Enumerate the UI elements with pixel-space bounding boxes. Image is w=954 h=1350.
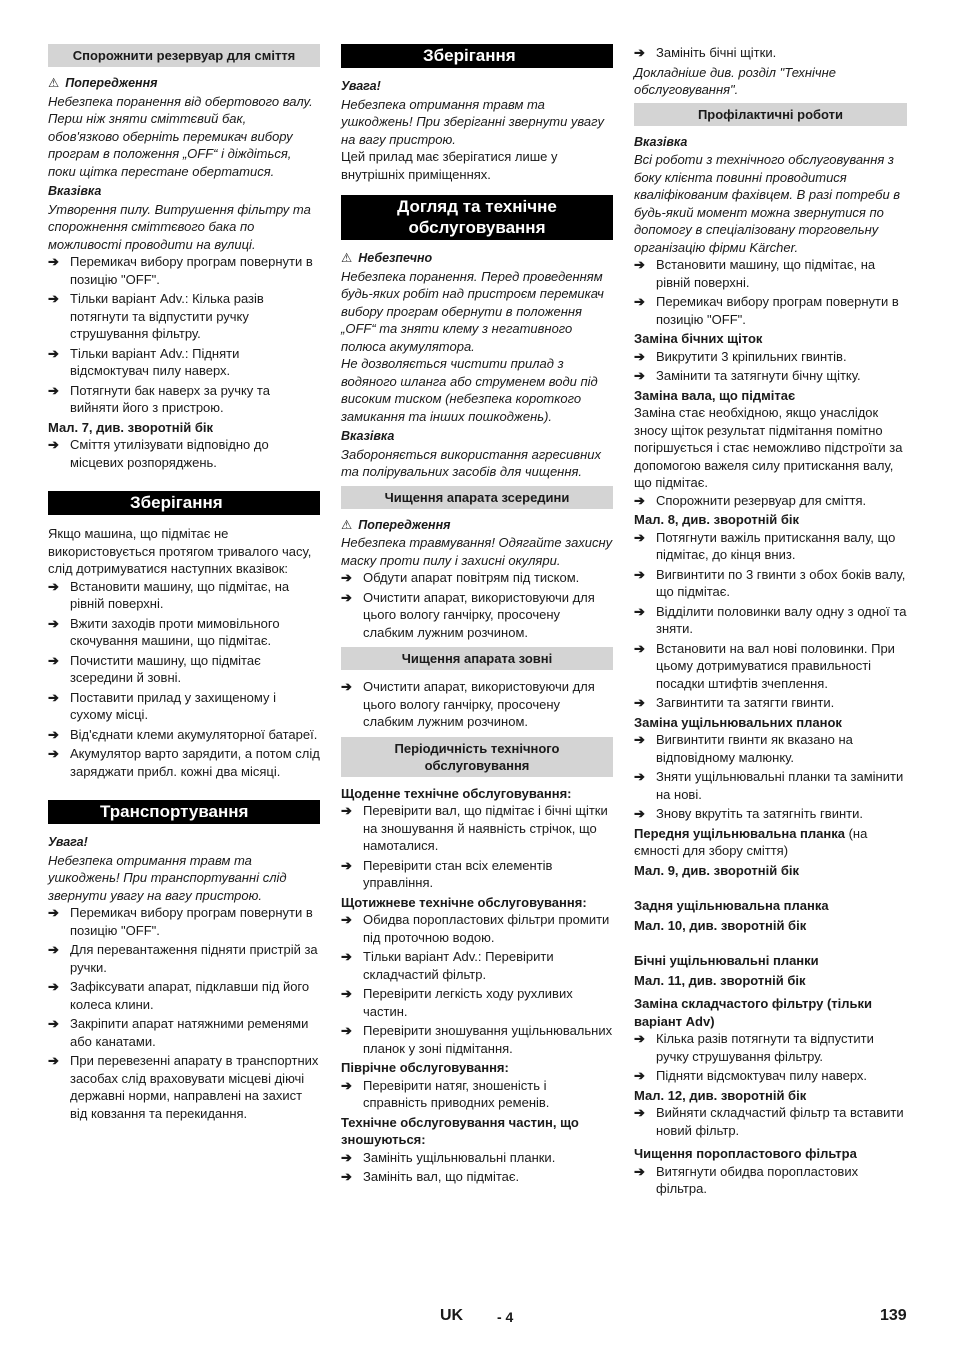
list-item: ➔ Перевірити натяг, зношеність і справність приводних ременів.	[341, 1077, 613, 1112]
warning-triangle-icon: ⚠	[341, 251, 353, 265]
list-item: ➔ Закріпити апарат натяжними ременями або канатами.	[48, 1015, 320, 1050]
subheading: Заміна вала, що підмітає	[634, 387, 796, 403]
list-item: ➔ При перевезенні апарату в транспортних засобах слід враховувати місцеві діючі державні норми, направлені на захист від ковзання та перекидання.	[48, 1052, 320, 1122]
danger-label: ⚠ Небезпечно	[341, 251, 433, 265]
note-label: Вказівка	[634, 134, 688, 149]
figure-reference: Мал. 11, див. зворотній бік	[634, 972, 806, 988]
list-item: ➔ Потягнути важіль притискання валу, що підмітає, до кінця вниз.	[634, 529, 907, 564]
reference-text: Докладніше див. розділ "Технічне обслуговування".	[634, 64, 837, 97]
footer-chapter: - 4	[497, 1309, 514, 1325]
list-item: ➔ Від'єднати клеми акумуляторної батареї.	[48, 726, 320, 744]
figure-reference: Мал. 8, див. зворотній бік	[634, 512, 799, 527]
subheading: Заміна складчастого фільтру (тільки варіант Adv)	[634, 996, 872, 1029]
paragraph: Заміна стає необхідною, якщо унаслідок зносу щіток результат підмітання помітно погіршується і стає неможливо підстроїти за допомогою важеля силу притискання валу, що підмітає.	[634, 405, 903, 490]
list-item: ➔ Тільки варіант Adv.: Перевірити складчастий фільтр.	[341, 948, 613, 983]
list-item: ➔ Вигвинтити по 3 гвинти з обох боків валу, що підмітає.	[634, 566, 907, 601]
paragraph: Якщо машина, що підмітає не використовується протягом тривалого часу, слід дотримуватися наступних вказівок:	[48, 526, 312, 576]
note-label: Вказівка	[48, 184, 102, 198]
list-item: ➔ Перемикач вибору програм повернути в позицію "OFF".	[48, 904, 320, 939]
list-item: ➔ Встановити машину, що підмітає, на рівній поверхні.	[48, 578, 320, 613]
list-item: ➔ Спорожнити резервуар для сміття.	[634, 492, 907, 510]
subheading: Піврічне обслуговування:	[341, 1060, 509, 1075]
list-item: ➔ Загвинтити та затягти гвинти.	[634, 694, 907, 712]
column-1	[48, 44, 320, 1124]
column-2	[341, 44, 613, 1188]
note-text: Забороняється використання агресивних та полірувальних засобів для чищення.	[341, 446, 601, 479]
list-item: ➔ Викрутити 3 кріпильних гвинтів.	[634, 348, 907, 366]
paragraph: Цей прилад має зберігатися лише у внутрішніх приміщеннях.	[341, 149, 558, 182]
list-item: ➔ Обидва поропластових фільтри промити під проточною водою.	[341, 911, 613, 946]
figure-reference: Мал. 7, див. зворотній бік	[48, 419, 213, 435]
subheading: Чищення поропластового фільтра	[634, 1146, 857, 1161]
section-heading-cleaning-inside: Чищення апарата зсередини	[341, 486, 613, 509]
subheading: Щотижневе технічне обслуговування:	[341, 894, 587, 910]
note-text: Всі роботи з технічного обслуговування з боку клієнта повинні проводитися кваліфікованим фахівцем. В разі потреби в будь-який момент можна звернутися по допомогу в спеціалізовану торговельну організацію фірми Kärcher.	[634, 152, 901, 255]
section-heading-maintenance: Догляд та технічне обслуговування	[341, 195, 613, 240]
list-item: ➔ Замінити та затягнути бічну щітку.	[634, 367, 907, 385]
list-item: ➔ Тільки варіант Adv.: Підняти відсмоктувач пилу наверх.	[48, 345, 320, 380]
list-item: ➔ Витягнути обидва поропластових фільтра.	[634, 1163, 907, 1198]
list-item: ➔ Зняти ущільнювальні планки та замінити на нові.	[634, 768, 907, 803]
list-item: ➔ Сміття утилізувати відповідно до місцевих розпоряджень.	[48, 436, 320, 471]
list-item: ➔ Почистити машину, що підмітає зсередини й зовні.	[48, 652, 320, 687]
list-item: ➔ Потягнути бак наверх за ручку та вийняти його з пристрою.	[48, 382, 320, 417]
warning-label: ⚠ Попередження	[341, 517, 451, 532]
column-3	[634, 44, 907, 1200]
list-item: ➔ Встановити машину, що підмітає, на рівній поверхні.	[634, 256, 907, 291]
warning-label: ⚠ Попередження	[48, 76, 158, 90]
note-text: Утворення пилу. Витрушення фільтру та спорожнення сміттєвого бака по можливості проводити на вулиці.	[48, 201, 311, 252]
list-item: ➔ Вигвинтити гвинти як вказано на відповідному малюнку.	[634, 731, 907, 766]
danger-text: Небезпека поранення. Перед проведенням будь-яких робіт над пристроєм перемикач вибору програм обернути в положення „OFF“ та зняти клему з негативного полюса акумулятора. Не дозволяється чистити прилад з водяного шланга або струменем води під високим тиском (небезпека короткого замикання та інших пошкоджень).	[341, 268, 604, 424]
warning-triangle-icon: ⚠	[48, 76, 60, 90]
warning-text: Небезпека поранення від обертового валу. Перш ніж зняти сміттєвий бак, обов'язково оберніть перемикач вибору програм в положення „OFF“ і діждіться, поки щітка перестане обертатися.	[48, 93, 313, 179]
section-heading-storage: Зберігання	[341, 44, 613, 68]
list-item: ➔ Замініть ущільнювальні планки.	[341, 1149, 613, 1167]
list-item: ➔ Акумулятор варто зарядити, а потом слід заряджати прибл. кожні два місяці.	[48, 745, 320, 780]
list-item: ➔ Обдути апарат повітрям під тиском.	[341, 569, 613, 587]
list-item: ➔ Перевірити стан всіх елементів управління.	[341, 857, 613, 892]
warning-text: Небезпека травмування! Одягайте захисну маску проти пилу і захисні окуляри.	[341, 535, 613, 568]
figure-reference: Мал. 9, див. зворотній бік	[634, 862, 799, 878]
section-heading-preventive-maintenance: Профілактичні роботи	[634, 103, 907, 126]
section-heading-empty-bin: Спорожнити резервуар для сміття	[48, 44, 320, 67]
list-item: ➔ Перевірити легкість ходу рухливих частин.	[341, 985, 613, 1020]
list-item: ➔ Для перевантаження підняти пристрій за ручки.	[48, 941, 320, 976]
list-item: ➔ Вжити заходів проти мимовільного скочування машини, що підмітає.	[48, 615, 320, 650]
subheading: Заміна ущільнювальних планок	[634, 714, 842, 730]
figure-reference: Мал. 10, див. зворотній бік	[634, 917, 807, 933]
attention-label: Увага!	[48, 835, 88, 849]
list-item: ➔ Вийняти складчастий фільтр та вставити новий фільтр.	[634, 1104, 907, 1139]
warning-triangle-icon: ⚠	[341, 517, 353, 532]
attention-label: Увага!	[341, 79, 381, 93]
list-item: ➔ Відділити половинки валу одну з одної та зняти.	[634, 603, 907, 638]
list-item: ➔ Знову вкрутіть та затягніть гвинти.	[634, 805, 907, 823]
list-item: ➔ Замініть вал, що підмітає.	[341, 1168, 613, 1186]
list-item: ➔ Очистити апарат, використовуючи для цього вологу ганчірку, просочену слабким лужним розчином.	[341, 589, 613, 642]
section-heading-storage: Зберігання	[48, 491, 320, 515]
section-heading-transport: Транспортування	[48, 800, 320, 824]
list-item: ➔ Кілька разів потягнути та відпустити ручку струшування фільтру.	[634, 1030, 907, 1065]
subheading: Технічне обслуговування частин, що зношуються:	[341, 1114, 579, 1147]
figure-reference: Мал. 12, див. зворотній бік	[634, 1087, 807, 1103]
subheading: Бічні ущільнювальні планки	[634, 953, 819, 968]
footer-language: UK	[440, 1307, 464, 1324]
list-item: ➔ Замініть бічні щітки.	[634, 44, 907, 62]
section-heading-cleaning-outside: Чищення апарата зовні	[341, 647, 613, 670]
section-heading-maintenance-intervals: Періодичність технічного обслуговування	[341, 737, 613, 777]
subheading: Задня ущільнювальна планка	[634, 898, 829, 913]
subheading: Щоденне технічне обслуговування:	[341, 785, 572, 801]
subheading: Заміна бічних щіток	[634, 331, 763, 346]
front-seal-paragraph: Передня ущільнювальна планка (на ємності для збору сміття)	[634, 825, 868, 858]
list-item: ➔ Перемикач вибору програм повернути в позицію "OFF".	[48, 253, 320, 288]
list-item: ➔ Перемикач вибору програм повернути в позицію "OFF".	[634, 293, 907, 328]
note-label: Вказівка	[341, 429, 395, 443]
list-item: ➔ Встановити на вал нові половинки. При цьому дотримуватися правильності посадки штифтів зчеплення.	[634, 640, 907, 693]
list-item: ➔ Тільки варіант Adv.: Кілька разів потягнути та відпустити ручку струшування фільтру.	[48, 290, 320, 343]
list-item: ➔ Поставити прилад у захищеному і сухому місці.	[48, 689, 320, 724]
list-item: ➔ Перевірити вал, що підмітає і бічні щітки на зношування й наявність стрічок, що намоталися.	[341, 802, 613, 855]
list-item: ➔ Очистити апарат, використовуючи для цього вологу ганчірку, просочену слабким лужним розчином.	[341, 678, 613, 731]
list-item: ➔ Перевірити зношування ущільнювальних планок у зоні підмітання.	[341, 1022, 613, 1057]
attention-text: Небезпека отримання травм та ушкоджень! При транспортуванні слід звернути увагу на вагу пристрою.	[48, 852, 287, 903]
list-item: ➔ Підняти відсмоктувач пилу наверх.	[634, 1067, 907, 1085]
page-number: 139	[880, 1307, 907, 1324]
attention-text: Небезпека отримання травм та ушкоджень! При зберіганні звернути увагу на вагу пристрою.	[341, 96, 605, 147]
list-item: ➔ Зафіксувати апарат, підклавши під його колеса клини.	[48, 978, 320, 1013]
